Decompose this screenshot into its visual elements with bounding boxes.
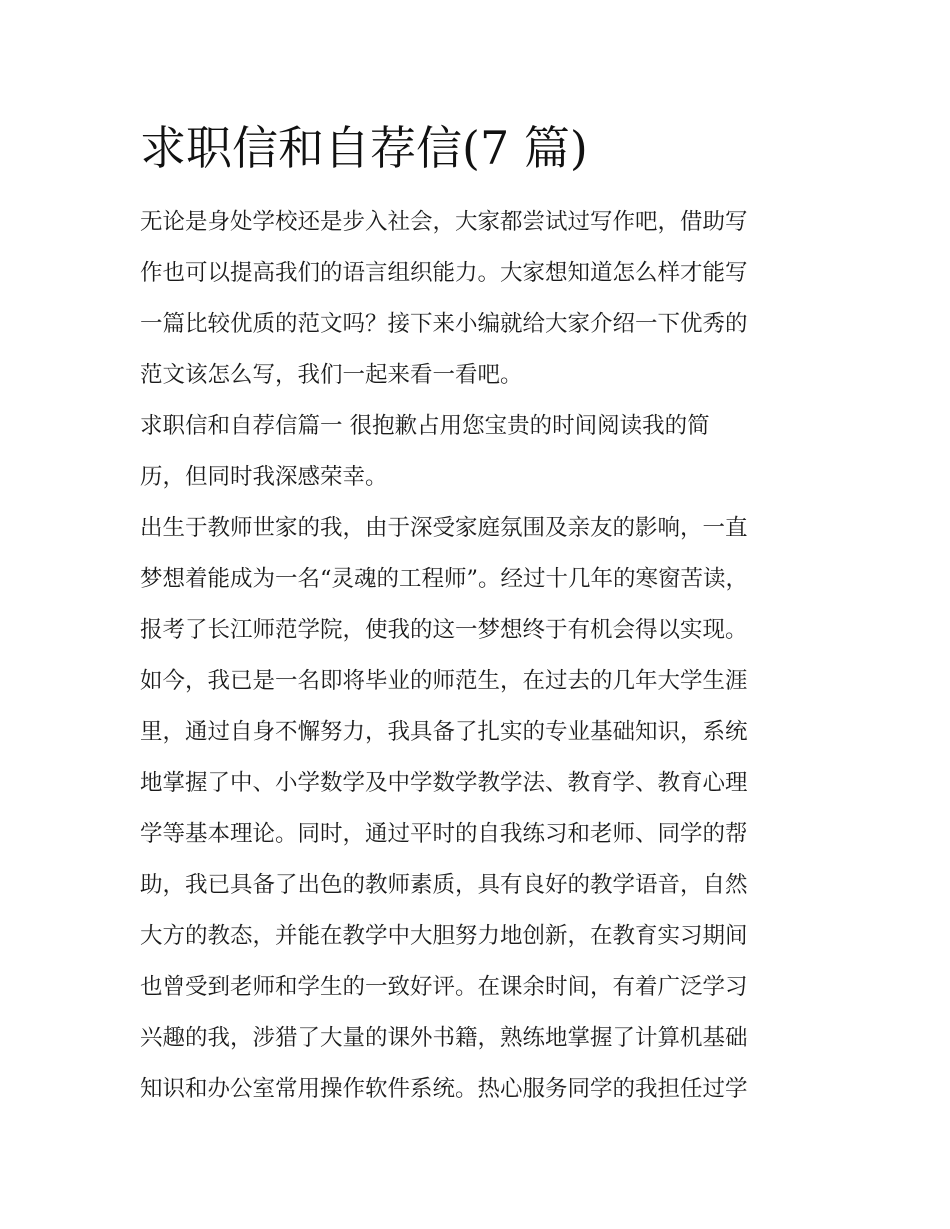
text-line: 范文该怎么写，我们一起来看一看吧。 — [140, 362, 523, 388]
text-line: 地掌握了中、小学数学及中学数学教学法、教育学、教育心理 — [140, 770, 748, 796]
section-one-heading-paragraph — [140, 401, 820, 503]
text-line: 里，通过自身不懈努力，我具备了扎实的专业基础知识，系统 — [140, 719, 748, 745]
text-line: 报考了长江师范学院，使我的这一梦想终于有机会得以实现。 — [140, 617, 748, 643]
text-line: 历，但同时我深感荣幸。 — [140, 464, 388, 490]
document-title: 求职信和自荐信(7 篇) — [140, 121, 588, 175]
text-line: 兴趣的我，涉猎了大量的课外书籍，熟练地掌握了计算机基础 — [140, 1025, 748, 1051]
text-line: 无论是身处学校还是步入社会，大家都尝试过写作吧，借助写 — [140, 209, 748, 235]
body-paragraph — [140, 503, 820, 1115]
text-line: 大方的教态，并能在教学中大胆努力地创新，在教育实习期间 — [140, 923, 748, 949]
intro-paragraph — [140, 197, 820, 401]
text-line: 助，我已具备了出色的教师素质，具有良好的教学语音，自然 — [140, 872, 748, 898]
document-body — [140, 197, 820, 1115]
text-line: 梦想着能成为一名“灵魂的工程师”。经过十几年的寒窗苦读， — [140, 566, 749, 592]
text-line: 也曾受到老师和学生的一致好评。在课余时间，有着广泛学习 — [140, 974, 748, 1000]
text-line: 学等基本理论。同时，通过平时的自我练习和老师、同学的帮 — [140, 821, 748, 847]
text-line: 一篇比较优质的范文吗？接下来小编就给大家介绍一下优秀的 — [140, 311, 748, 337]
text-line: 知识和办公室常用操作软件系统。热心服务同学的我担任过学 — [140, 1076, 748, 1102]
text-line: 求职信和自荐信篇一 很抱歉占用您宝贵的时间阅读我的简 — [140, 413, 710, 439]
text-line: 如今，我已是一名即将毕业的师范生，在过去的几年大学生涯 — [140, 668, 748, 694]
text-line: 作也可以提高我们的语言组织能力。大家想知道怎么样才能写 — [140, 260, 748, 286]
text-line: 出生于教师世家的我，由于深受家庭氛围及亲友的影响，一直 — [140, 515, 748, 541]
